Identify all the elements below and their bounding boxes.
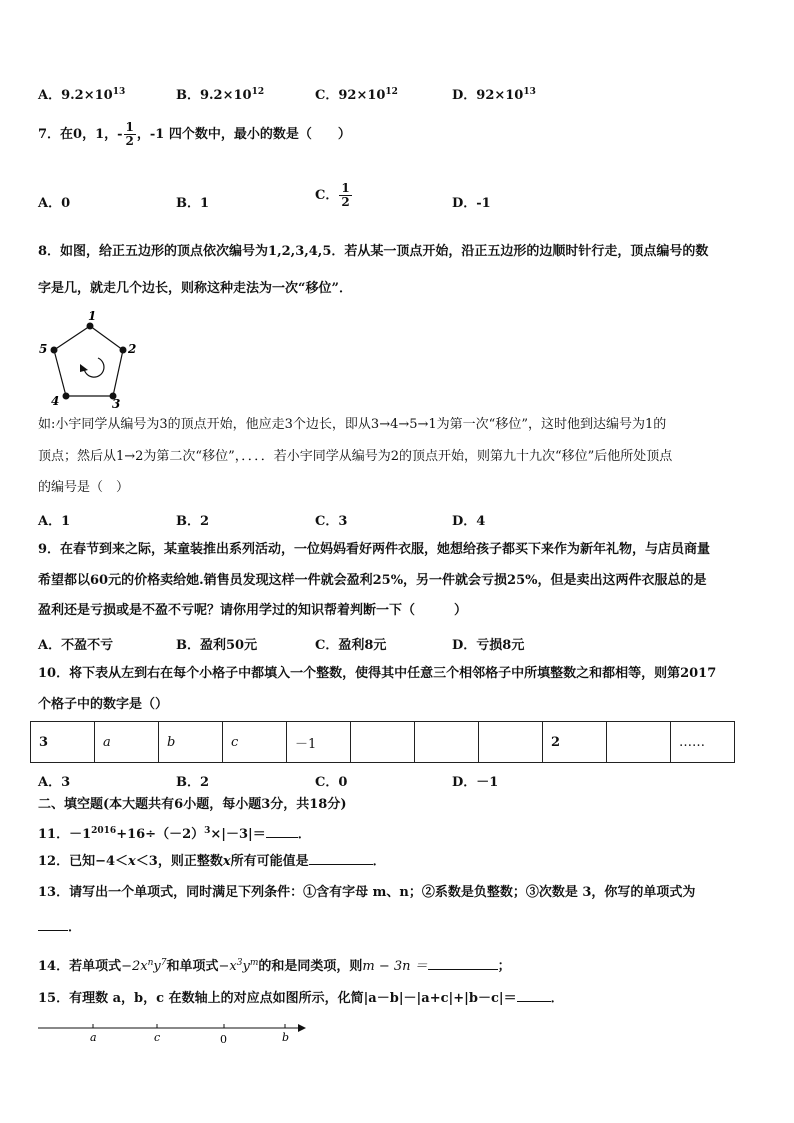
answer-blank — [517, 1001, 551, 1002]
table-cell — [479, 722, 543, 763]
axis-label-c: c — [154, 1031, 161, 1044]
q8-option-b: B．2 — [176, 514, 210, 529]
clockwise-arrow-icon — [84, 358, 104, 377]
q9-option-c: C．盈利8元 — [315, 638, 387, 653]
table-cell: a — [95, 722, 159, 763]
vertex-label-2: 2 — [128, 342, 136, 356]
answer-blank — [266, 837, 298, 838]
q8-line1: 8．如图，给正五边形的顶点依次编号为1,2,3,4,5．若从某一顶点开始，沿正五边形的边顺时针行走，顶点编号的数 — [38, 244, 709, 259]
q7-option-c: C． $\frac{1}{2}$ — [315, 181, 350, 209]
q9-line2: 希望都以60元的价格卖给她.销售员发现这样一件就会盈利25%，另一件就会亏损25%，但是卖出这两件衣服总的是 — [38, 573, 707, 588]
answer-blank — [428, 969, 498, 970]
q8-line5: 的编号是（ ） — [38, 480, 130, 495]
q9-option-a: A．不盈不亏 — [38, 638, 114, 653]
q10-line1: 10．将下表从左到右在每个小格子中都填入一个整数，使得其中任意三个相邻格子中所填整数之和都相等，则第2017 — [38, 666, 717, 681]
q8-option-c: C．3 — [315, 514, 348, 529]
q7-fraction: $\frac{1}{2}$ — [125, 120, 134, 148]
vertex-label-3: 3 — [112, 397, 121, 408]
q10-option-d: D．－1 — [452, 775, 499, 790]
q10-number-table — [30, 721, 735, 763]
q7-option-b: B．1 — [176, 196, 210, 211]
q9-option-b: B．盈利50元 — [176, 638, 258, 653]
table-cell — [351, 722, 415, 763]
table-cell: c — [223, 722, 287, 763]
q6-option-a: A．$9.2\times 10^{13}$ — [38, 87, 126, 103]
q10-line2: 个格子中的数字是（） — [38, 697, 169, 712]
table-cell — [607, 722, 671, 763]
q10-option-a: A．3 — [38, 775, 71, 790]
arrow-head-icon — [298, 1024, 306, 1032]
q8-line2: 字是几，就走几个边长，则称这种走法为一次“移位”． — [38, 281, 352, 296]
table-cell: …… — [671, 722, 735, 763]
q7-option-a: A．0 — [38, 196, 71, 211]
q8-option-a: A．1 — [38, 514, 71, 529]
table-cell — [415, 722, 479, 763]
q6-option-c: C．$92\times 10^{12}$ — [315, 87, 398, 103]
q14: 14．若单项式$-2x^ny^7$和单项式$-x^3y^m$的和是同类项，则m − 3n ＝ ； — [38, 958, 511, 974]
number-line-diagram — [36, 1018, 316, 1050]
axis-label-a: a — [90, 1031, 97, 1044]
q13-line2: ． — [38, 919, 81, 937]
q8-line3: 如:小宇同学从编号为3的顶点开始，他应走3个边长，即从3→4→5→1为第一次“移位”，这时他到达编号为1的 — [38, 417, 667, 432]
answer-blank — [38, 930, 68, 931]
q10-option-b: B．2 — [176, 775, 210, 790]
answer-blank — [309, 864, 373, 865]
q6-option-d: D．$92\times 10^{13}$ — [452, 87, 536, 103]
q7-stem: 7．在0，1，- $\frac{1}{2}$ ，-1 四个数中，最小的数是（ ） — [38, 120, 351, 148]
axis-label-b: b — [282, 1031, 290, 1044]
q6-option-b: B．$9.2\times 10^{12}$ — [176, 87, 265, 103]
vertex-label-1: 1 — [88, 309, 97, 323]
pentagon-diagram — [36, 308, 136, 408]
q12: 12．已知−4＜x＜3，则正整数x所有可能值是 ． — [38, 854, 386, 869]
q9-option-d: D．亏损8元 — [452, 638, 525, 653]
q13-line1: 13．请写出一个单项式，同时满足下列条件：①含有字母 m、n；②系数是负整数；③次数是 3，你写的单项式为 — [38, 885, 696, 900]
q9-line3: 盈利还是亏损或是不盈不亏呢？请你用学过的知识帮着判断一下（ ） — [38, 603, 468, 618]
table-cell: 2 — [543, 722, 607, 763]
axis-label-0: 0 — [220, 1033, 227, 1046]
q15: 15．有理数 a，b，c 在数轴上的对应点如图所示，化简|a－b|－|a+c|+|b－c|＝ ． — [38, 991, 564, 1006]
q8-option-d: D．4 — [452, 514, 486, 529]
q11: 11．$-1^{2016}+16\div(-2)^3\times|-3|=$ ． — [38, 826, 311, 842]
q10-option-c: C．0 — [315, 775, 348, 790]
section-heading: 二、填空题(本大题共有6小题，每小题3分，共18分) — [38, 797, 347, 812]
q8-line4: 顶点；然后从1→2为第二次“移位”，．．．．若小宇同学从编号为2的顶点开始，则第九十九次“移位”后他所处顶点 — [38, 449, 673, 464]
table-cell: b — [159, 722, 223, 763]
q9-line1: 9．在春节到来之际，某童装推出系列活动，一位妈妈看好两件衣服，她想给孩子都买下来作为新年礼物，与店员商量 — [38, 542, 711, 557]
vertex-label-4: 4 — [51, 394, 60, 408]
table-cell: 3 — [31, 722, 95, 763]
table-cell: －1 — [287, 722, 351, 763]
q7-option-d: D．-1 — [452, 196, 491, 211]
vertex-label-5: 5 — [39, 342, 48, 356]
